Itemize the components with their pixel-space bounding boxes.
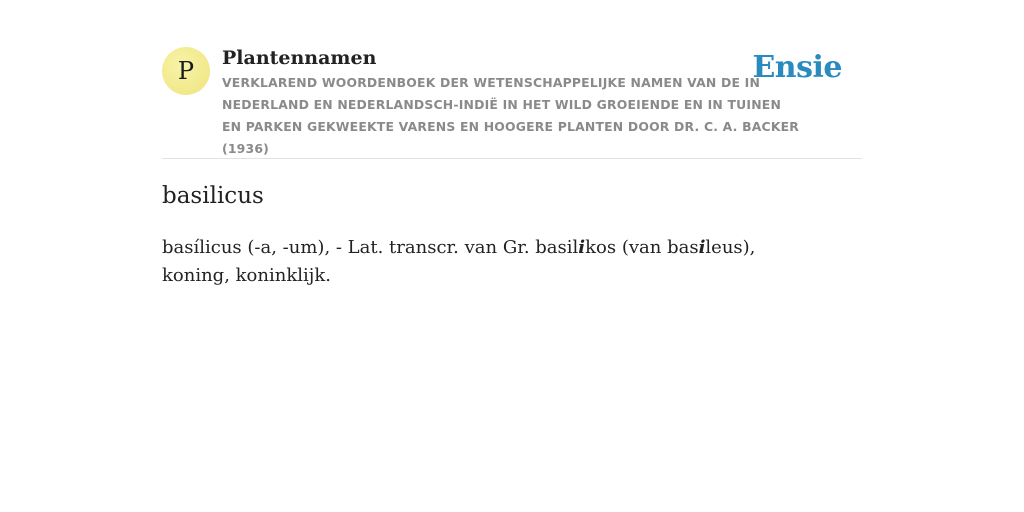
stress-mark: i [578, 237, 586, 258]
avatar-letter: P [177, 57, 195, 85]
source-title[interactable]: Plantennamen [222, 47, 377, 69]
definition-text: leus), koning, koninklijk. [162, 237, 756, 286]
source-avatar[interactable] [162, 47, 210, 95]
definition-text: basílicus (-a, -um), - Lat. transcr. van Gr. basil [162, 237, 579, 258]
definition-text: kos (van bas [585, 237, 699, 258]
source-description: VERKLAREND WOORDENBOEK DER WETENSCHAPPELIJKE NAMEN VAN DE IN NEDERLAND EN NEDERLANDSCH-INDIË IN HET WILD GROEIENDE EN IN TUINEN EN PARKEN GEKWEEKTE VARENS EN HOOGERE PLANTEN DOOR DR. C. A. BACKER (1936) [222, 75, 800, 156]
ensie-logo[interactable]: Ensie [752, 50, 842, 85]
entry-definition [162, 234, 802, 290]
source-header [162, 44, 862, 159]
stress-mark: i [698, 237, 706, 258]
entry-title: basilicus [162, 183, 264, 209]
